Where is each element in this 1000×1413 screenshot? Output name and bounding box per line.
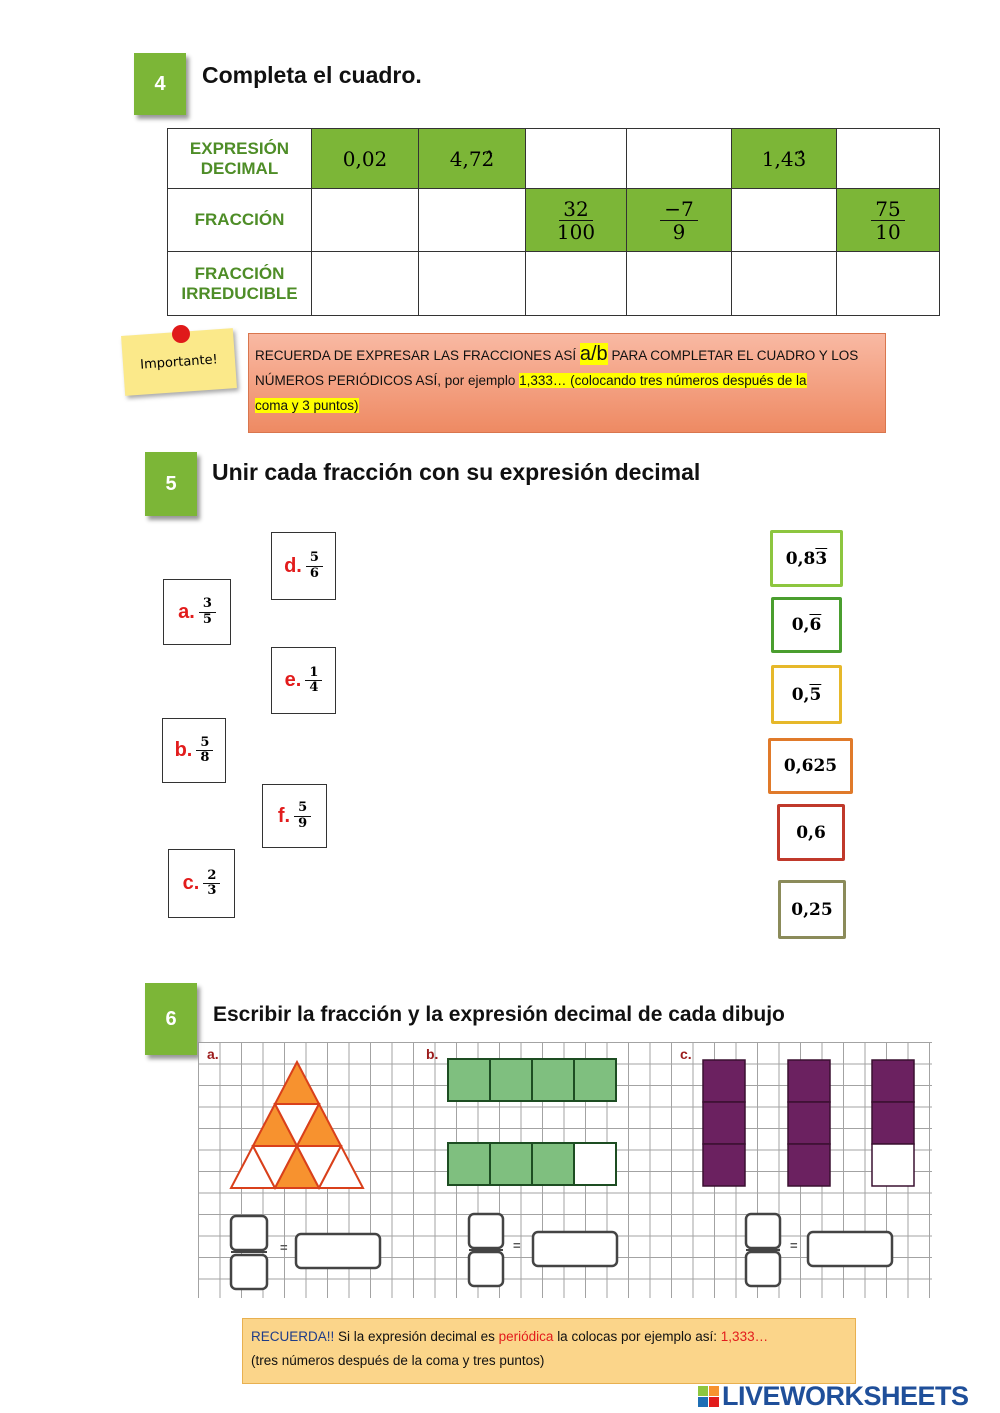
answer-decimal-c xyxy=(808,1232,892,1266)
answer-denominator-c xyxy=(746,1252,780,1286)
answer-numerator-a xyxy=(231,1216,267,1250)
answer-cell[interactable] xyxy=(419,252,526,316)
row-header-irreducible: FRACCIÓN IRREDUCIBLE xyxy=(168,252,312,316)
answer-cell[interactable] xyxy=(627,252,732,316)
answer-cell[interactable] xyxy=(627,129,732,189)
answer-cell[interactable] xyxy=(419,189,526,252)
fraction-table xyxy=(167,128,940,316)
drawing-label-c: c. xyxy=(680,1046,692,1062)
fraction-box-a[interactable]: a. $\frac{3}{5}$ xyxy=(163,579,231,645)
answer-cell[interactable] xyxy=(732,252,837,316)
exercise-4-title: Completa el cuadro. xyxy=(202,62,422,88)
exercise-5-badge: 5 xyxy=(145,452,197,516)
fraction-box-b[interactable]: b. $\frac{5}{8}$ xyxy=(162,718,226,783)
equals-sign-a: = xyxy=(280,1240,288,1255)
decimal-box-0-6-periodic[interactable]: 0, 6 xyxy=(771,597,842,653)
decimal-box-0-25[interactable]: 0,25 xyxy=(778,880,846,939)
answer-numerator-b xyxy=(469,1214,503,1248)
answer-decimal-b xyxy=(533,1232,617,1266)
liveworksheets-logo: LIVEWORKSHEETS xyxy=(698,1381,969,1412)
decimal-box-0-5-periodic[interactable]: 0, 5 xyxy=(771,665,842,724)
drawing-label-a: a. xyxy=(207,1046,219,1062)
table-row-decimal xyxy=(168,129,940,189)
cell-decimal-periodic xyxy=(732,129,837,189)
periodic-value: 4,72̂ xyxy=(449,146,495,171)
answer-denominator-a xyxy=(231,1255,267,1289)
decimal-box-0-6[interactable]: 0,6 xyxy=(777,804,845,861)
answer-cell[interactable] xyxy=(732,189,837,252)
fraction-box-c[interactable]: c. $\frac{2}{3}$ xyxy=(168,849,235,918)
answer-cell[interactable] xyxy=(526,252,627,316)
answer-numerator-c xyxy=(746,1214,780,1248)
fraction-box-f[interactable]: f. $\frac{5}{9}$ xyxy=(262,784,327,848)
exercise-6-badge: 6 xyxy=(145,983,197,1055)
cell: 0,02 xyxy=(312,129,419,189)
equals-sign-c: = xyxy=(790,1238,798,1253)
row-header-fraction: FRACCIÓN xyxy=(168,189,312,252)
table-row-irreducible xyxy=(168,252,940,316)
drawing-label-b: b. xyxy=(426,1046,439,1062)
row-header-decimal: EXPRESIÓN DECIMAL xyxy=(168,129,312,189)
exercise-4-badge: 4 xyxy=(134,53,186,115)
answer-decimal-a xyxy=(296,1234,380,1268)
reminder-box: RECUERDA DE EXPRESAR LAS FRACCIONES ASÍ a/b PARA COMPLETAR EL CUADRO Y LOS NÚMEROS PERIÓDICOS ASÍ, por ejemplo 1,333… (colocando tres números después de la coma y 3 puntos) xyxy=(248,333,886,433)
footer-reminder: RECUERDA!! Si la expresión decimal es periódica la colocas por ejemplo así: 1,333… (tres números después de la coma y tres puntos) xyxy=(242,1318,856,1384)
fraction-box-d[interactable]: d. $\frac{5}{6}$ xyxy=(271,532,336,600)
equals-sign-b: = xyxy=(513,1238,521,1253)
periodic-value: 1,43̂ xyxy=(761,146,807,171)
answer-cell[interactable] xyxy=(837,129,940,189)
logo-icon xyxy=(698,1386,719,1407)
bars-drawing xyxy=(703,1060,914,1186)
sticky-text: Importante! xyxy=(139,351,219,373)
answer-cell[interactable] xyxy=(526,129,627,189)
answer-cell[interactable] xyxy=(837,252,940,316)
cell: $\frac{-7}{9}$ xyxy=(627,189,732,252)
exercise-6-title: Escribir la fracción y la expresión decimal de cada dibujo xyxy=(213,1003,785,1026)
drawings xyxy=(198,1042,932,1298)
cell: $\frac{32}{100}$ xyxy=(526,189,627,252)
table-row-fraction xyxy=(168,189,940,252)
answer-cell[interactable] xyxy=(312,189,419,252)
decimal-box-0-83[interactable]: 0,8 3 xyxy=(770,530,843,587)
answer-cell[interactable] xyxy=(312,252,419,316)
fraction-box-e[interactable]: e. $\frac{1}{4}$ xyxy=(271,647,336,714)
pin-icon xyxy=(172,325,190,343)
rectangles-drawing xyxy=(448,1059,616,1185)
answer-denominator-b xyxy=(469,1252,503,1286)
exercise-5-title: Unir cada fracción con su expresión decimal xyxy=(212,459,701,485)
decimal-box-0-625[interactable]: 0,625 xyxy=(768,738,853,794)
cell-decimal-periodic xyxy=(419,129,526,189)
cell: $\frac{75}{10}$ xyxy=(837,189,940,252)
triangle-drawing xyxy=(231,1062,363,1188)
